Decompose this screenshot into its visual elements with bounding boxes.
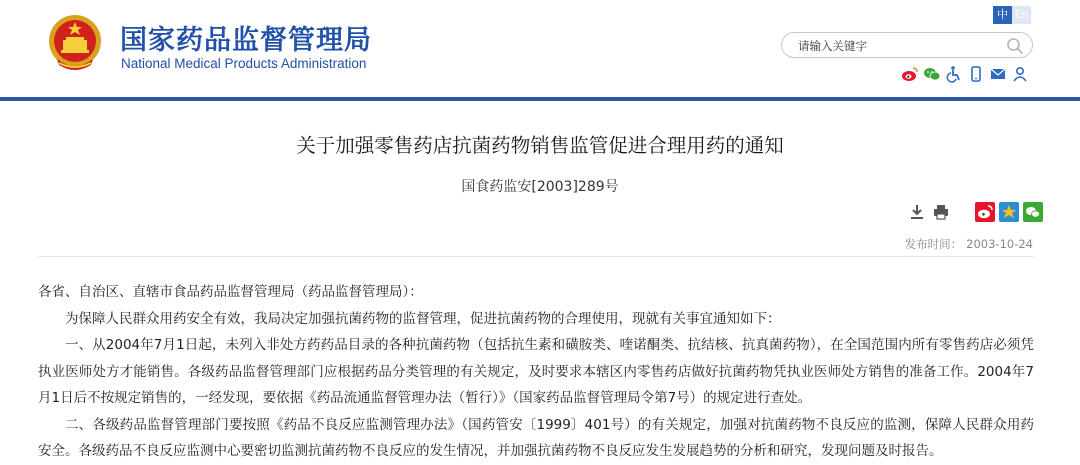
header-rule xyxy=(0,97,1080,101)
lang-zh-button[interactable]: 中 xyxy=(993,6,1012,24)
header-toolbar xyxy=(901,65,1029,83)
download-icon[interactable] xyxy=(907,202,927,222)
site-name-en[interactable]: National Medical Products Administration xyxy=(121,56,367,71)
language-switch xyxy=(993,6,1031,24)
publish-date-label: 发布时间： xyxy=(904,237,963,251)
article-title: 关于加强零售药店抗菌药物销售监管促进合理用药的通知 xyxy=(296,134,784,157)
share-wechat-icon[interactable] xyxy=(1023,202,1043,222)
paragraph: 为保障人民群众用药安全有效，我局决定加强抗菌药物的监督管理，促进抗菌药物的合理使用，现就有关事宜通知如下： xyxy=(65,310,781,327)
document-number: 国食药监安[2003]289号 xyxy=(461,179,619,195)
search-icon[interactable] xyxy=(1006,37,1024,55)
share-weibo-icon[interactable] xyxy=(975,202,995,222)
publish-date xyxy=(905,236,1033,252)
paragraph: 一、从2004年7月1日起，未列入非处方药药品目录的各种抗菌药物（包括抗生素和磺胺类、喹诺酮类、抗结核、抗真菌药物），在全国范围内所有零售药店必须凭执业医师处方才能销售。各级药品监督管理部门应根据药品分类管理的有关规定，及时要求本辖区内零售药店做好抗菌药物凭执业医师处方销售的准备工作。2004年7月1日后不按规定销售的，一经发现，要依据《药品流通监督管理办法（暂行）》（国家药品监督管理局令第7号）的规定进行查处。 xyxy=(38,337,1034,406)
print-icon[interactable] xyxy=(931,202,951,222)
accessibility-icon[interactable] xyxy=(945,65,963,83)
content-divider xyxy=(38,256,1034,257)
article-body xyxy=(38,279,1034,465)
national-emblem-logo[interactable] xyxy=(47,13,103,73)
article-actions xyxy=(907,202,1043,222)
weibo-icon[interactable] xyxy=(901,65,919,83)
search-input[interactable] xyxy=(796,36,1000,56)
publish-date-value: 2003-10-24 xyxy=(966,237,1033,251)
salutation: 各省、自治区、直辖市食品药品监督管理局（药品监督管理局）： xyxy=(38,284,423,300)
lang-en-button[interactable]: En xyxy=(1012,6,1031,24)
site-header xyxy=(0,0,1080,97)
site-name-cn[interactable]: 国家药品监督管理局 xyxy=(120,25,372,56)
search-box xyxy=(781,32,1033,58)
share-qzone-icon[interactable] xyxy=(999,202,1019,222)
user-icon[interactable] xyxy=(1011,65,1029,83)
wechat-icon[interactable] xyxy=(923,65,941,83)
mobile-icon[interactable] xyxy=(967,65,985,83)
mail-icon[interactable] xyxy=(989,65,1007,83)
paragraph: 二、各级药品监督管理部门要按照《药品不良反应监测管理办法》（国药管安〔1999〕401号）的有关规定，加强对抗菌药物不良反应的监测，保障人民群众用药安全。各级药品不良反应监测中心要密切监测抗菌药物不良反应的发生情况，并加强抗菌药物不良反应发生发展趋势的分析和研究，发现问题及时报告。 xyxy=(38,416,1034,459)
